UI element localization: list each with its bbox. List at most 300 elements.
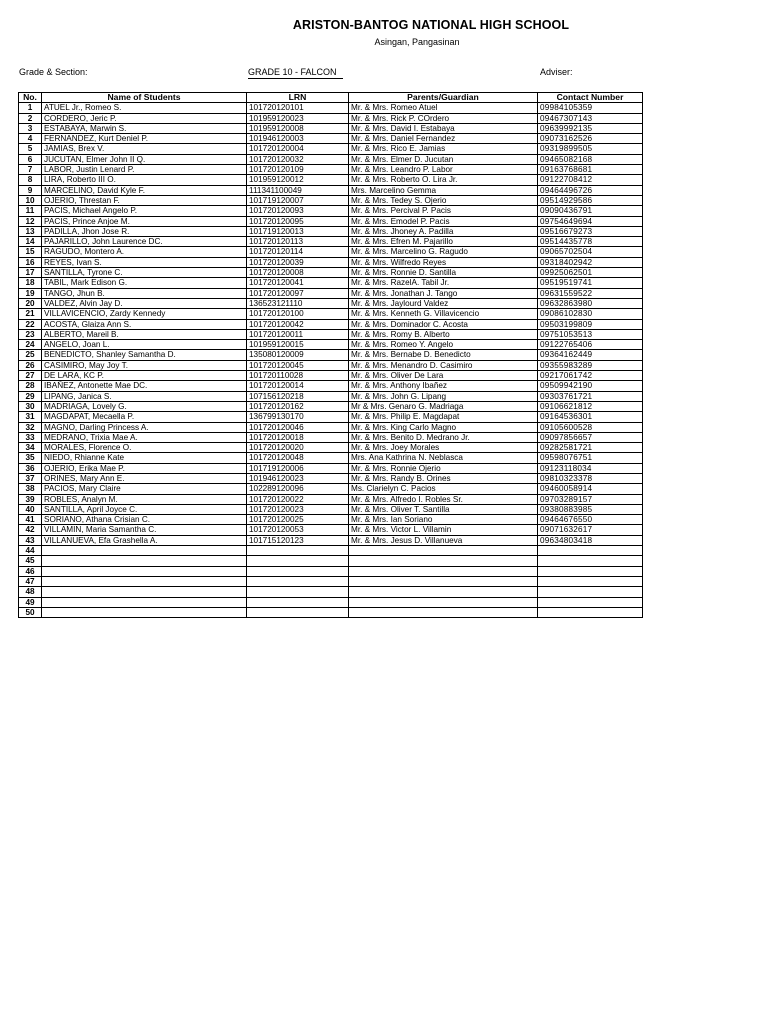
row-number: 34	[19, 443, 42, 453]
student-lrn: 101720120113	[247, 237, 349, 247]
row-number: 50	[19, 607, 42, 617]
student-name: VILLANUEVA, Efa Grashella A.	[42, 535, 247, 545]
contact-number: 09086102830	[538, 309, 643, 319]
student-lrn: 101959120008	[247, 123, 349, 133]
row-number: 9	[19, 185, 42, 195]
school-name: ARISTON-BANTOG NATIONAL HIGH SCHOOL	[292, 18, 570, 32]
row-number: 3	[19, 123, 42, 133]
parent-guardian: Mr & Mrs. Genaro G. Madriaga	[349, 401, 538, 411]
row-number: 40	[19, 504, 42, 514]
student-lrn	[247, 566, 349, 576]
contact-number: 09467307143	[538, 113, 643, 123]
row-number: 12	[19, 216, 42, 226]
table-row	[19, 237, 643, 247]
contact-number: 09163768681	[538, 165, 643, 175]
student-name	[42, 607, 247, 617]
student-name	[42, 576, 247, 586]
row-number: 7	[19, 165, 42, 175]
student-lrn: 101720120114	[247, 247, 349, 257]
table-row	[19, 154, 643, 164]
student-lrn: 101720120045	[247, 360, 349, 370]
table-row	[19, 309, 643, 319]
student-name: ATUEL Jr., Romeo S.	[42, 103, 247, 113]
row-number: 15	[19, 247, 42, 257]
table-row	[19, 422, 643, 432]
student-lrn: 101720120162	[247, 401, 349, 411]
table-row	[19, 134, 643, 144]
student-name: MAGDAPAT, Mecaella P.	[42, 412, 247, 422]
contact-number: 09464676550	[538, 515, 643, 525]
parent-guardian: Mr. & Mrs. Jesus D. Villanueva	[349, 535, 538, 545]
parent-guardian	[349, 556, 538, 566]
contact-number: 09754649694	[538, 216, 643, 226]
column-header-contact: Contact Number	[538, 93, 643, 103]
student-name: MAGNO, Darling Princess A.	[42, 422, 247, 432]
row-number: 49	[19, 597, 42, 607]
student-name: VILLAVICENCIO, Zardy Kennedy	[42, 309, 247, 319]
table-row	[19, 185, 643, 195]
parent-guardian: Mr. & Mrs. King Carlo Magno	[349, 422, 538, 432]
parent-guardian: Mr. & Mrs. Randy B. Orines	[349, 473, 538, 483]
row-number: 46	[19, 566, 42, 576]
contact-number: 09514435778	[538, 237, 643, 247]
row-number: 25	[19, 350, 42, 360]
contact-number: 09105600528	[538, 422, 643, 432]
student-lrn: 101720120095	[247, 216, 349, 226]
student-lrn	[247, 587, 349, 597]
table-row	[19, 484, 643, 494]
parent-guardian: Mr. & Mrs. Jhoney A. Padilla	[349, 226, 538, 236]
table-row	[19, 453, 643, 463]
contact-number: 09106621812	[538, 401, 643, 411]
student-name: JUCUTAN, Elmer John II Q.	[42, 154, 247, 164]
table-row	[19, 401, 643, 411]
row-number: 16	[19, 257, 42, 267]
contact-number	[538, 556, 643, 566]
row-number: 10	[19, 195, 42, 205]
contact-number: 09282581721	[538, 443, 643, 453]
contact-number: 09097856657	[538, 432, 643, 442]
contact-number: 09303761721	[538, 391, 643, 401]
parent-guardian: Mr. & Mrs. Victor L. Villamin	[349, 525, 538, 535]
student-name: SANTILLA, Tyrone C.	[42, 268, 247, 278]
contact-number: 09984105359	[538, 103, 643, 113]
row-number: 37	[19, 473, 42, 483]
row-number: 5	[19, 144, 42, 154]
table-row	[19, 597, 643, 607]
table-row	[19, 175, 643, 185]
student-lrn: 101720120022	[247, 494, 349, 504]
student-lrn: 101946120003	[247, 134, 349, 144]
parent-guardian: Mr. & Mrs. Rico E. Jamias	[349, 144, 538, 154]
parent-guardian	[349, 566, 538, 576]
table-row	[19, 165, 643, 175]
contact-number: 09639992135	[538, 123, 643, 133]
parent-guardian	[349, 587, 538, 597]
contact-number	[538, 546, 643, 556]
parent-guardian: Mr. & Mrs. Jaylourd Valdez	[349, 298, 538, 308]
table-row	[19, 371, 643, 381]
contact-number: 09751053513	[538, 329, 643, 339]
contact-number: 09122765406	[538, 340, 643, 350]
student-lrn: 101720120023	[247, 504, 349, 514]
student-name: PACIS, Prince Anjoe M.	[42, 216, 247, 226]
row-number: 13	[19, 226, 42, 236]
student-lrn: 101720120014	[247, 381, 349, 391]
student-lrn: 107156120218	[247, 391, 349, 401]
contact-number	[538, 607, 643, 617]
parent-guardian: Mr. & Mrs. Tedey S. Ojerio	[349, 195, 538, 205]
row-number: 28	[19, 381, 42, 391]
parent-guardian: Mr. & Mrs. David I. Estabaya	[349, 123, 538, 133]
table-row	[19, 268, 643, 278]
parent-guardian: Mr. & Mrs. Dominador C. Acosta	[349, 319, 538, 329]
row-number: 1	[19, 103, 42, 113]
contact-number: 09703289157	[538, 494, 643, 504]
parent-guardian: Mr. & Mrs. Bernabe D. Benedicto	[349, 350, 538, 360]
table-body	[19, 103, 643, 618]
parent-guardian: Mr. & Mrs. Menandro D. Casimiro	[349, 360, 538, 370]
table-row	[19, 195, 643, 205]
parent-guardian: Mr. & Mrs. Philip E. Magdapat	[349, 412, 538, 422]
student-lrn: 101720120109	[247, 165, 349, 175]
table-row	[19, 443, 643, 453]
table-row	[19, 587, 643, 597]
contact-number: 09631559522	[538, 288, 643, 298]
parent-guardian: Mr. & Mrs. Percival P. Pacis	[349, 206, 538, 216]
row-number: 4	[19, 134, 42, 144]
parent-guardian: Mrs. Marcelino Gemma	[349, 185, 538, 195]
parent-guardian: Mr. & Mrs. RazelA. Tabil Jr.	[349, 278, 538, 288]
student-lrn: 101720120039	[247, 257, 349, 267]
table-row	[19, 566, 643, 576]
table-row	[19, 123, 643, 133]
student-name: DE LARA, KC P.	[42, 371, 247, 381]
student-lrn: 101720120018	[247, 432, 349, 442]
student-name: RAGUDO, Montero A.	[42, 247, 247, 257]
table-row	[19, 319, 643, 329]
contact-number: 09810323378	[538, 473, 643, 483]
row-number: 20	[19, 298, 42, 308]
student-name: CORDERO, Jeric P.	[42, 113, 247, 123]
table-row	[19, 350, 643, 360]
parent-guardian: Mr. & Mrs. John G. Lipang	[349, 391, 538, 401]
student-lrn	[247, 607, 349, 617]
student-name: LABOR, Justin Lenard P.	[42, 165, 247, 175]
row-number: 8	[19, 175, 42, 185]
grade-section-label: Grade & Section:	[19, 67, 88, 77]
student-lrn	[247, 597, 349, 607]
contact-number: 09065702504	[538, 247, 643, 257]
contact-number: 09634803418	[538, 535, 643, 545]
contact-number	[538, 576, 643, 586]
parent-guardian: Mr. & Mrs. Ronnie D. Santilla	[349, 268, 538, 278]
student-name: PAJARILLO, John Laurence DC.	[42, 237, 247, 247]
table-row	[19, 340, 643, 350]
student-name: ORINES, Mary Ann E.	[42, 473, 247, 483]
parent-guardian: Mr. & Mrs. Roberto O. Lira Jr.	[349, 175, 538, 185]
contact-number: 09460058914	[538, 484, 643, 494]
student-name: MORALES, Florence O.	[42, 443, 247, 453]
table-row	[19, 504, 643, 514]
table-row	[19, 113, 643, 123]
student-name: ACOSTA, Glaiza Ann S.	[42, 319, 247, 329]
row-number: 26	[19, 360, 42, 370]
student-name: PADILLA, Jhon Jose R.	[42, 226, 247, 236]
contact-number: 09090436791	[538, 206, 643, 216]
column-header-lrn: LRN	[247, 93, 349, 103]
table-row	[19, 216, 643, 226]
student-lrn: 111341100049	[247, 185, 349, 195]
table-row	[19, 525, 643, 535]
contact-number: 09519519741	[538, 278, 643, 288]
parent-guardian: Mr. & Mrs. Jonathan J. Tango	[349, 288, 538, 298]
row-number: 35	[19, 453, 42, 463]
student-name: VALDEZ, Alvin Jay D.	[42, 298, 247, 308]
parent-guardian: Mr. & Mrs. Romeo Atuel	[349, 103, 538, 113]
row-number: 14	[19, 237, 42, 247]
parent-guardian: Mr. & Mrs. Oliver De Lara	[349, 371, 538, 381]
parent-guardian: Mr. & Mrs. Oliver T. Santilla	[349, 504, 538, 514]
parent-guardian: Mr. & Mrs. Rick P. COrdero	[349, 113, 538, 123]
student-roster-table	[18, 92, 643, 618]
table-row	[19, 412, 643, 422]
row-number: 27	[19, 371, 42, 381]
student-name: MADRIAGA, Lovely G.	[42, 401, 247, 411]
row-number: 21	[19, 309, 42, 319]
student-lrn: 101720120100	[247, 309, 349, 319]
table-row	[19, 576, 643, 586]
contact-number: 09632863980	[538, 298, 643, 308]
table-row	[19, 278, 643, 288]
column-header-parent: Parents/Guardian	[349, 93, 538, 103]
row-number: 32	[19, 422, 42, 432]
student-lrn	[247, 556, 349, 566]
school-location: Asingan, Pangasinan	[374, 37, 460, 47]
parent-guardian: Mr. & Mrs. Anthony Ibañez	[349, 381, 538, 391]
student-lrn: 101715120123	[247, 535, 349, 545]
contact-number: 09503199809	[538, 319, 643, 329]
parent-guardian: Ms. Clarielyn C. Pacios	[349, 484, 538, 494]
table-row	[19, 298, 643, 308]
row-number: 38	[19, 484, 42, 494]
student-name: LIPANG, Janica S.	[42, 391, 247, 401]
student-lrn	[247, 546, 349, 556]
student-name: ALBERTO, Mareil B.	[42, 329, 247, 339]
student-name: NIEDO, Rhianne Kate	[42, 453, 247, 463]
student-lrn: 101959120012	[247, 175, 349, 185]
student-lrn: 101720120041	[247, 278, 349, 288]
student-name	[42, 587, 247, 597]
table-row	[19, 432, 643, 442]
student-name: PACIOS, Mary Claire	[42, 484, 247, 494]
parent-guardian: Mr. & Mrs. Alfredo I. Robles Sr.	[349, 494, 538, 504]
student-lrn: 101720120025	[247, 515, 349, 525]
student-name: SORIANO, Athana Crisian C.	[42, 515, 247, 525]
parent-guardian: Mr. & Mrs. Wilfredo Reyes	[349, 257, 538, 267]
row-number: 22	[19, 319, 42, 329]
student-lrn: 101719120013	[247, 226, 349, 236]
student-lrn	[247, 576, 349, 586]
row-number: 19	[19, 288, 42, 298]
contact-number	[538, 566, 643, 576]
parent-guardian: Mr. & Mrs. Leandro P. Labor	[349, 165, 538, 175]
contact-number: 09464496726	[538, 185, 643, 195]
parent-guardian: Mr. & Mrs. Benito D. Medrano Jr.	[349, 432, 538, 442]
student-lrn: 101720120011	[247, 329, 349, 339]
student-lrn: 101719120007	[247, 195, 349, 205]
column-header-no: No.	[19, 93, 42, 103]
student-lrn: 101946120023	[247, 473, 349, 483]
row-number: 30	[19, 401, 42, 411]
student-name: ROBLES, Analyn M.	[42, 494, 247, 504]
row-number: 18	[19, 278, 42, 288]
parent-guardian: Mr. & Mrs. Joey Morales	[349, 443, 538, 453]
table-row	[19, 206, 643, 216]
contact-number: 09465082168	[538, 154, 643, 164]
table-header-row	[19, 93, 643, 103]
contact-number: 09509942190	[538, 381, 643, 391]
table-row	[19, 257, 643, 267]
contact-number: 09380883985	[538, 504, 643, 514]
parent-guardian: Mrs. Ana Kathrina N. Neblasca	[349, 453, 538, 463]
contact-number: 09364162449	[538, 350, 643, 360]
student-lrn: 101720120053	[247, 525, 349, 535]
row-number: 11	[19, 206, 42, 216]
row-number: 39	[19, 494, 42, 504]
student-lrn: 136523121110	[247, 298, 349, 308]
student-lrn: 101720120101	[247, 103, 349, 113]
row-number: 48	[19, 587, 42, 597]
contact-number: 09073162526	[538, 134, 643, 144]
contact-number: 09516679273	[538, 226, 643, 236]
student-name: PACIS, Michael Angelo P.	[42, 206, 247, 216]
contact-number: 09925062501	[538, 268, 643, 278]
contact-number	[538, 587, 643, 597]
student-lrn: 101720110028	[247, 371, 349, 381]
row-number: 36	[19, 463, 42, 473]
student-lrn: 101959120015	[247, 340, 349, 350]
row-number: 42	[19, 525, 42, 535]
student-name: VILLAMIN, Maria Samantha C.	[42, 525, 247, 535]
student-name	[42, 566, 247, 576]
table-row	[19, 391, 643, 401]
table-row	[19, 494, 643, 504]
student-lrn: 101720120008	[247, 268, 349, 278]
student-name	[42, 546, 247, 556]
contact-number: 09598076751	[538, 453, 643, 463]
parent-guardian: Mr. & Mrs. Romy B. Alberto	[349, 329, 538, 339]
parent-guardian: Mr. & Mrs. Emodel P. Pacis	[349, 216, 538, 226]
student-lrn: 101720120042	[247, 319, 349, 329]
table-row	[19, 607, 643, 617]
student-lrn: 101719120006	[247, 463, 349, 473]
student-name: OJERIO, Threstan F.	[42, 195, 247, 205]
row-number: 17	[19, 268, 42, 278]
table-row	[19, 247, 643, 257]
contact-number: 09319899505	[538, 144, 643, 154]
parent-guardian: Mr. & Mrs. Romeo Y. Angelo	[349, 340, 538, 350]
grade-section-value: GRADE 10 - FALCON	[248, 67, 343, 79]
student-lrn: 136799130170	[247, 412, 349, 422]
student-name: TANGO, Jhun B.	[42, 288, 247, 298]
student-lrn: 101720120048	[247, 453, 349, 463]
contact-number: 09164536301	[538, 412, 643, 422]
table-row	[19, 360, 643, 370]
table-row	[19, 381, 643, 391]
student-name: OJERIO, Erika Mae P.	[42, 463, 247, 473]
student-name: REYES, Ivan S.	[42, 257, 247, 267]
student-name: MEDRANO, Trixia Mae A.	[42, 432, 247, 442]
parent-guardian	[349, 546, 538, 556]
table-row	[19, 329, 643, 339]
row-number: 45	[19, 556, 42, 566]
row-number: 41	[19, 515, 42, 525]
contact-number: 09217061742	[538, 371, 643, 381]
table-row	[19, 556, 643, 566]
row-number: 43	[19, 535, 42, 545]
row-number: 29	[19, 391, 42, 401]
contact-number: 09123118034	[538, 463, 643, 473]
parent-guardian	[349, 597, 538, 607]
student-name: LIRA, Roberto III O.	[42, 175, 247, 185]
contact-number: 09071632617	[538, 525, 643, 535]
parent-guardian: Mr. & Mrs. Ian Soriano	[349, 515, 538, 525]
student-name	[42, 556, 247, 566]
student-lrn: 101720120032	[247, 154, 349, 164]
student-name: ANGELO, Joan L.	[42, 340, 247, 350]
parent-guardian: Mr. & Mrs. Kenneth G. Villavicencio	[349, 309, 538, 319]
parent-guardian: Mr. & Mrs. Marcelino G. Ragudo	[349, 247, 538, 257]
table-row	[19, 144, 643, 154]
parent-guardian: Mr. & Mrs. Daniel Fernandez	[349, 134, 538, 144]
parent-guardian: Mr. & Mrs. Ronnie Ojerio	[349, 463, 538, 473]
contact-number: 09122708412	[538, 175, 643, 185]
student-name: JAMIAS, Brex V.	[42, 144, 247, 154]
row-number: 33	[19, 432, 42, 442]
table-row	[19, 515, 643, 525]
student-name: SANTILLA, April Joyce C.	[42, 504, 247, 514]
parent-guardian: Mr. & Mrs. Elmer D. Jucutan	[349, 154, 538, 164]
table-row	[19, 288, 643, 298]
student-name: TABIL, Mark Edison G.	[42, 278, 247, 288]
student-lrn: 135080120009	[247, 350, 349, 360]
student-name: BENEDICTO, Shanley Samantha D.	[42, 350, 247, 360]
table-row	[19, 463, 643, 473]
parent-guardian	[349, 607, 538, 617]
row-number: 44	[19, 546, 42, 556]
table-row	[19, 546, 643, 556]
student-name: CASIMIRO, May Joy T.	[42, 360, 247, 370]
student-name: FERNANDEZ, Kurt Deniel P.	[42, 134, 247, 144]
student-name: MARCELINO, David Kyle F.	[42, 185, 247, 195]
row-number: 23	[19, 329, 42, 339]
table-row	[19, 473, 643, 483]
contact-number: 09318402942	[538, 257, 643, 267]
table-row	[19, 103, 643, 113]
table-row	[19, 535, 643, 545]
row-number: 24	[19, 340, 42, 350]
student-name	[42, 597, 247, 607]
contact-number: 09514929586	[538, 195, 643, 205]
student-lrn: 101720120097	[247, 288, 349, 298]
row-number: 6	[19, 154, 42, 164]
student-name: ESTABAYA, Marwin S.	[42, 123, 247, 133]
adviser-label: Adviser:	[540, 67, 573, 77]
student-lrn: 101720120046	[247, 422, 349, 432]
student-lrn: 101959120023	[247, 113, 349, 123]
student-lrn: 102289120096	[247, 484, 349, 494]
